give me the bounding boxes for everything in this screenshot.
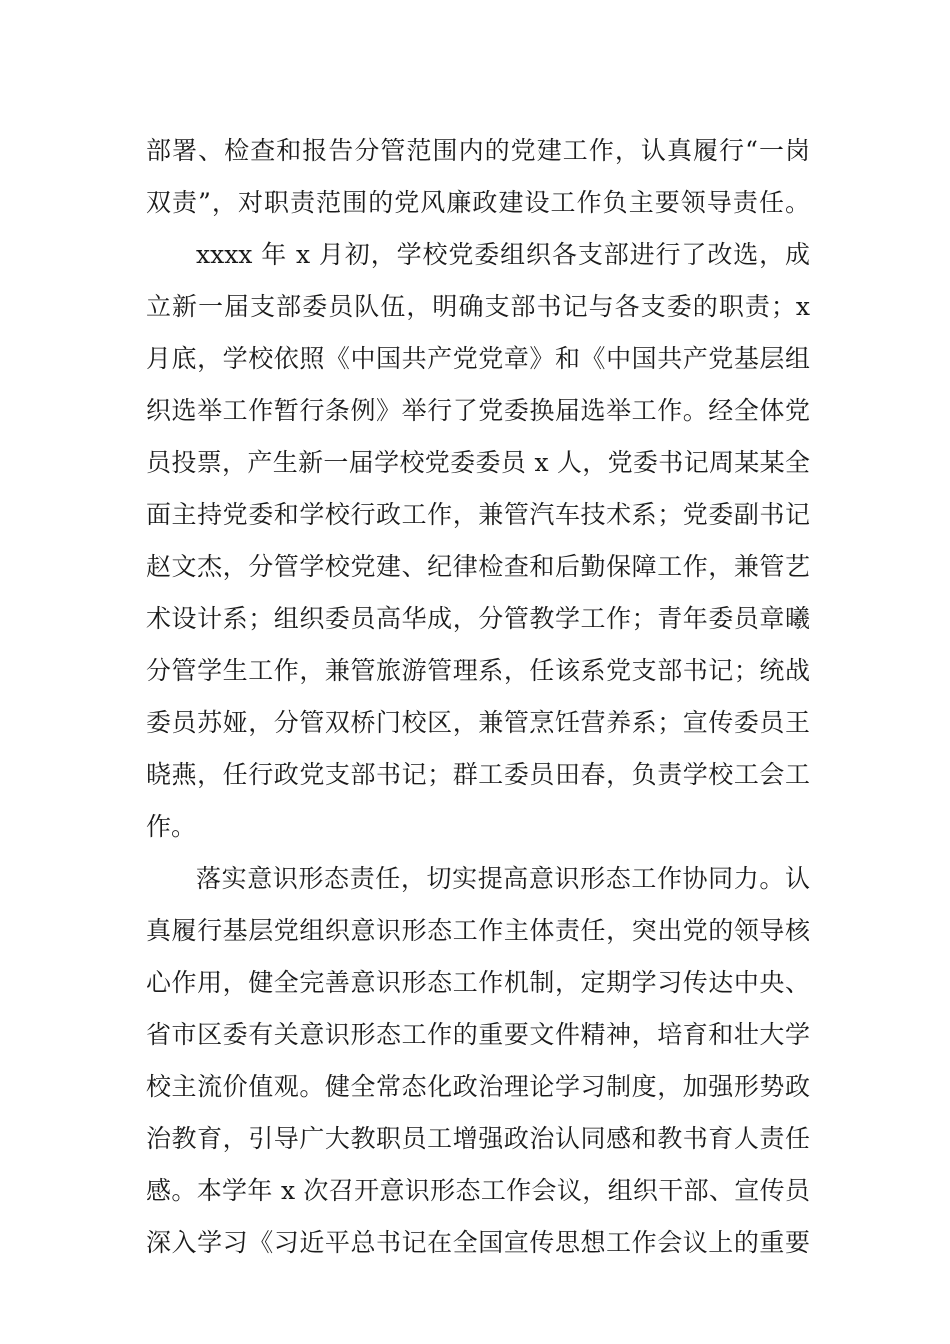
text-line: 真履行基层党组织意识形态工作主体责任，突出党的领导核 xyxy=(146,916,810,945)
text-line: 感。本学年 x 次召开意识形态工作会议，组织干部、宣传员 xyxy=(146,1176,810,1205)
text-line: 术设计系；组织委员高华成，分管教学工作；青年委员章曦 xyxy=(146,604,810,633)
text-line: 赵文杰，分管学校党建、纪律检查和后勤保障工作，兼管艺 xyxy=(146,552,810,581)
text-line: 深入学习《习近平总书记在全国宣传思想工作会议上的重要 xyxy=(146,1228,810,1257)
text-line: 委员苏娅，分管双桥门校区，兼管烹饪营养系；宣传委员王 xyxy=(146,708,810,737)
text-line: 晓燕，任行政党支部书记；群工委员田春，负责学校工会工 xyxy=(146,760,810,789)
text-line: 分管学生工作，兼管旅游管理系，任该系党支部书记；统战 xyxy=(146,656,810,685)
text-line: 校主流价值观。健全常态化政治理论学习制度，加强形势政 xyxy=(146,1072,810,1101)
paragraph-start-line: 落实意识形态责任，切实提高意识形态工作协同力。认 xyxy=(196,864,810,893)
text-line: 治教育，引导广大教职员工增强政治认同感和教书育人责任 xyxy=(146,1124,810,1153)
text-line: 月底，学校依照《中国共产党党章》和《中国共产党基层组 xyxy=(146,344,810,373)
paragraph-start-line: xxxx 年 x 月初，学校党委组织各支部进行了改选，成 xyxy=(196,240,810,269)
text-line: 心作用，健全完善意识形态工作机制，定期学习传达中央、 xyxy=(146,968,810,997)
text-line: 织选举工作暂行条例》举行了党委换届选举工作。经全体党 xyxy=(146,396,810,425)
text-line: 双责”，对职责范围的党风廉政建设工作负主要领导责任。 xyxy=(146,188,810,217)
text-line: 部署、检查和报告分管范围内的党建工作，认真履行“一岗 xyxy=(146,136,810,165)
text-line: 省市区委有关意识形态工作的重要文件精神，培育和壮大学 xyxy=(146,1020,810,1049)
text-line: 员投票，产生新一届学校党委委员 x 人，党委书记周某某全 xyxy=(146,448,810,477)
text-line: 立新一届支部委员队伍，明确支部书记与各支委的职责；x xyxy=(146,292,810,321)
text-line: 面主持党委和学校行政工作，兼管汽车技术系；党委副书记 xyxy=(146,500,810,529)
text-line: 作。 xyxy=(146,812,197,841)
